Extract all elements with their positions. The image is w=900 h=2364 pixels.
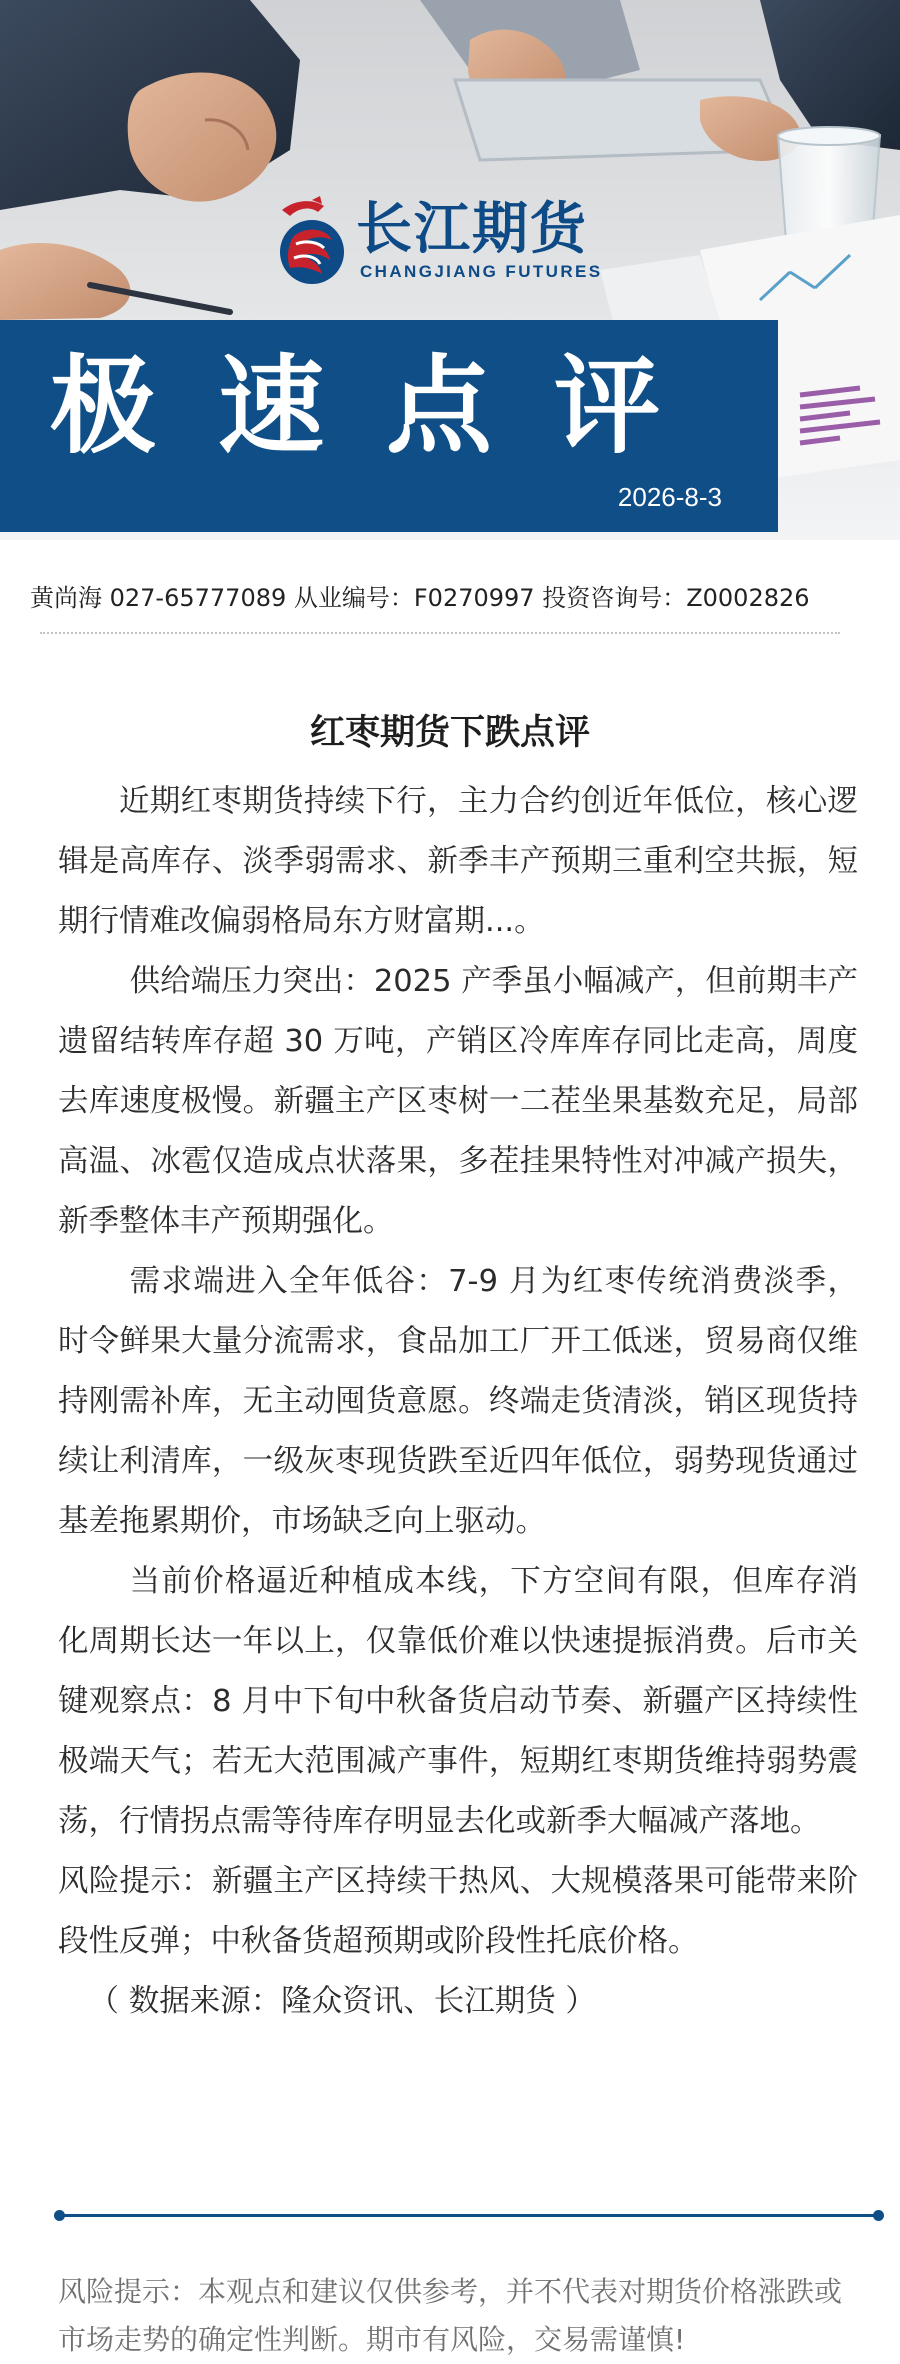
paragraph-demand: 需求端进入全年低谷：7-9 月为红枣传统消费淡季，时令鲜果大量分流需求，食品加工厂开工低迷，贸易商仅维持刚需补库，无主动囤货意愿。终端走货清淡，销区现货持续让利清库，一级灰枣现货跌至近四年低位，弱势现货通过基差拖累期价，市场缺乏向上驱动。 — [58, 1264, 858, 1539]
data-source: （ 数据来源：隆众资讯、长江期货 ） — [88, 1984, 596, 2019]
title-band — [0, 320, 778, 532]
logo-english-name: CHANGJIANG FUTURES — [360, 262, 603, 281]
paragraph-outlook: 当前价格逼近种植成本线，下方空间有限，但库存消化周期长达一年以上，仅靠低价难以快速提振消费。后市关键观察点：8 月中下旬中秋备货启动节奏、新疆产区持续性极端天气；若无大范围减产事件，短期红枣期货维持弱势震荡，行情拐点需等待库存明显去化或新季大幅减产落地。 — [58, 1564, 858, 1839]
banner-title: 极速点评 — [50, 345, 722, 468]
company-logo — [272, 196, 642, 288]
paragraph-risk: 风险提示：新疆主产区持续干热风、大规模落果可能带来阶段性反弹；中秋备货超预期或阶段性托底价格。 — [58, 1864, 858, 1959]
article-title: 红枣期货下跌点评 — [309, 713, 590, 753]
dotted-divider — [40, 632, 840, 634]
logo-chinese-name: 长江期货 — [356, 197, 588, 262]
header-banner — [0, 0, 900, 540]
report-date: 2026-8-3 — [617, 482, 722, 512]
analyst-info: 黄尚海 027-65777089 从业编号：F0270997 投资咨询号：Z0002826 — [30, 584, 810, 612]
dragon-emblem-icon — [272, 196, 352, 288]
article-body — [58, 772, 858, 2032]
paragraph-supply: 供给端压力突出：2025 产季虽小幅减产，但前期丰产遗留结转库存超 30 万吨，产销区冷库库存同比走高，周度去库速度极慢。新疆主产区枣树一二茬坐果基数充足，局部高温、冰雹仅造成点状落果，多茬挂果特性对冲减产损失，新季整体丰产预期强化。 — [58, 964, 858, 1239]
paragraph-intro: 近期红枣期货持续下行，主力合约创近年低位，核心逻辑是高库存、淡季弱需求、新季丰产预期三重利空共振，短期行情难改偏弱格局东方财富期...。 — [58, 784, 858, 939]
footer-divider — [58, 2214, 880, 2217]
risk-disclaimer: 风险提示：本观点和建议仅供参考，并不代表对期货价格涨跌或市场走势的确定性判断。期市有风险，交易需谨慎! — [58, 2275, 843, 2356]
